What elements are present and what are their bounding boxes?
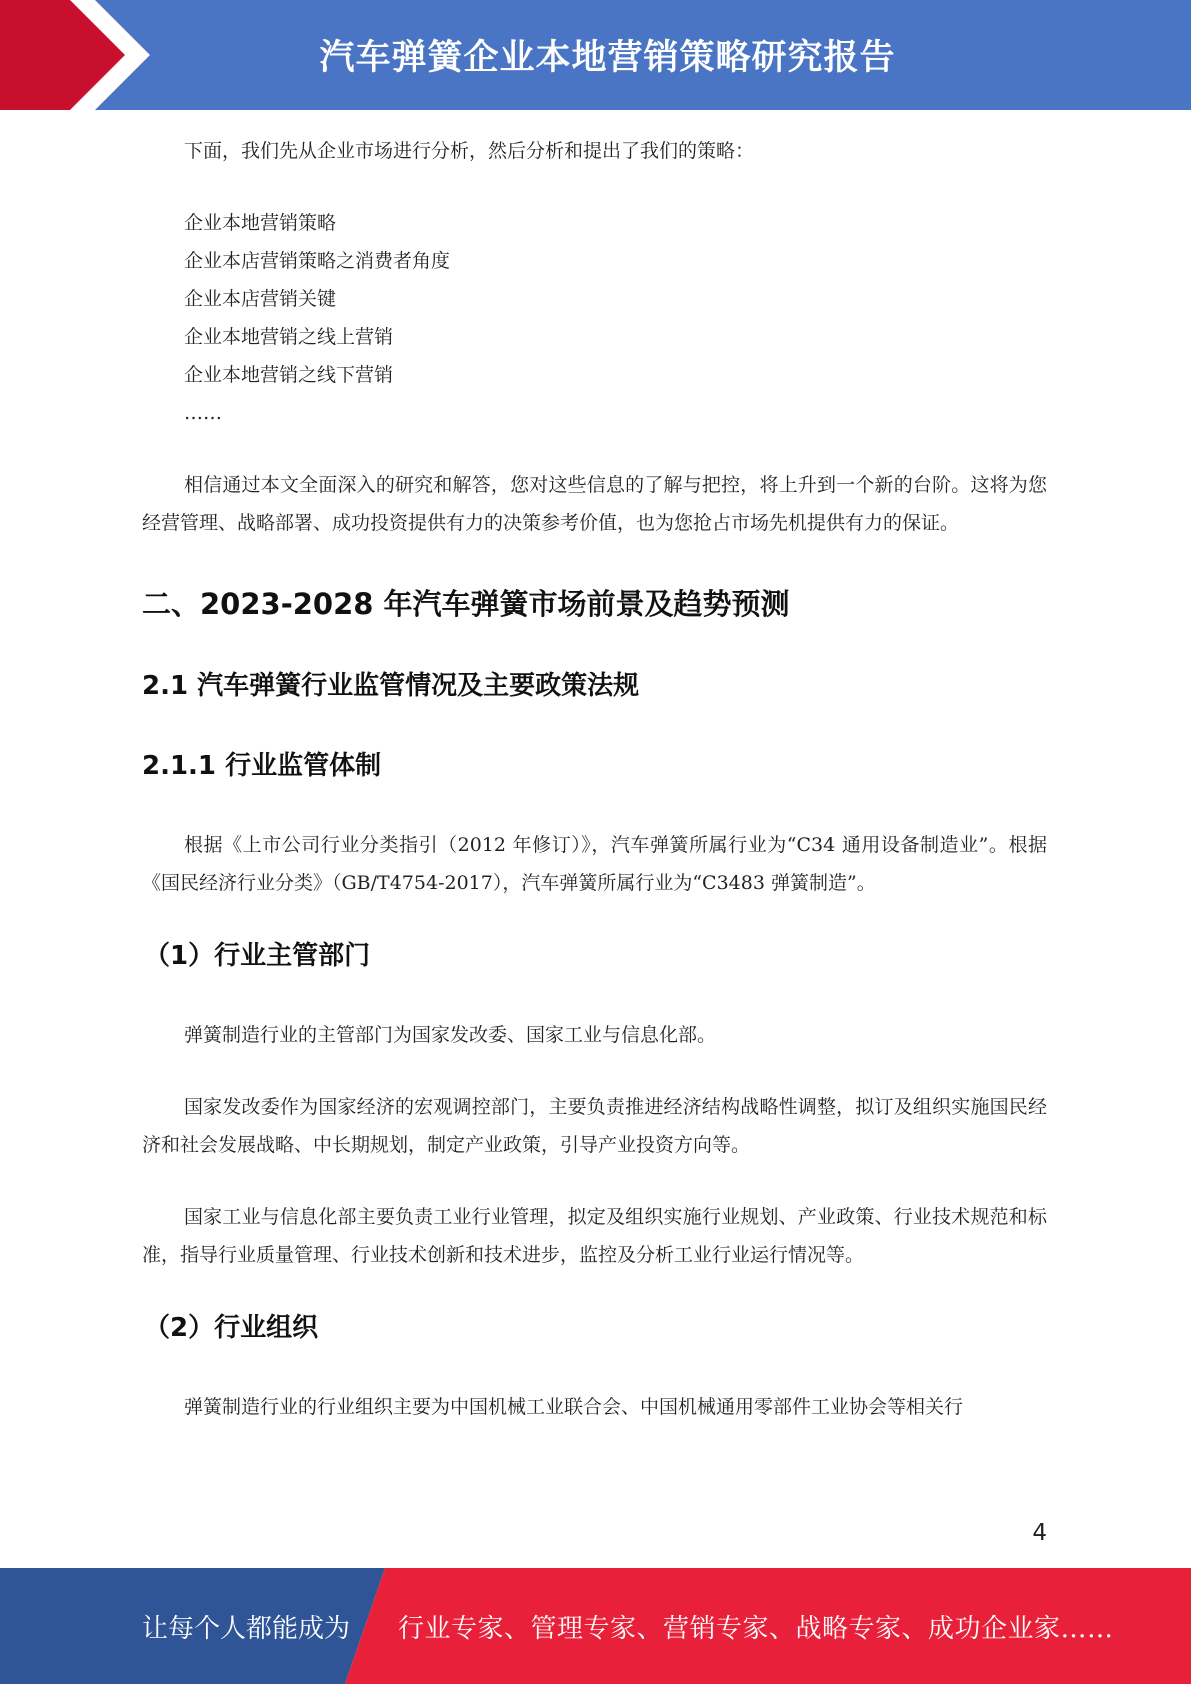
strategy-item: 企业本地营销策略 [184, 212, 337, 234]
page-footer [0, 1568, 1191, 1684]
strategy-item: 企业本店营销策略之消费者角度 [184, 250, 451, 272]
dept-paragraph: 弹簧制造行业的主管部门为国家发改委、国家工业与信息化部。 [184, 1024, 717, 1046]
strategy-item-ellipsis: …… [184, 402, 222, 424]
report-title-text: 汽车弹簧企业本地营销策略研究报告 [319, 38, 896, 78]
org-heading: （2）行业组织 [144, 1313, 319, 1343]
org-paragraph: 弹簧制造行业的行业组织主要为中国机械工业联合会、中国机械通用零部件工业协会等相关行 [184, 1396, 964, 1418]
section-heading: 二、2023-2028 年汽车弹簧市场前景及趋势预测 [142, 587, 790, 621]
page-content [142, 132, 1047, 1426]
strategy-list [142, 204, 1047, 432]
strategy-item: 企业本地营销之线上营销 [184, 326, 394, 348]
subsubsection-heading: 2.1.1 行业监管体制 [142, 751, 382, 781]
footer-slogan-right: 行业专家、管理专家、营销专家、战略专家、成功企业家…… [398, 1613, 1114, 1644]
page-number: 4 [1032, 1520, 1047, 1546]
intro-conclusion: 相信通过本文全面深入的研究和解答，您对这些信息的了解与把控，将上升到一个新的台阶。这将为您经营管理、战略部署、成功投资提供有力的决策参考价值，也为您抢占市场先机提供有力的保证。 [142, 474, 1047, 534]
intro-lead: 下面，我们先从企业市场进行分析，然后分析和提出了我们的策略： [184, 140, 755, 162]
dept-heading: （1）行业主管部门 [144, 941, 371, 971]
report-title [0, 0, 1191, 110]
dept-paragraph: 国家发改委作为国家经济的宏观调控部门，主要负责推进经济结构战略性调整，拟订及组织实施国民经济和社会发展战略、中长期规划，制定产业政策，引导产业投资方向等。 [142, 1096, 1047, 1156]
footer-slogan-left: 让每个人都能成为 [142, 1613, 351, 1644]
page-header [0, 0, 1191, 110]
strategy-item: 企业本地营销之线下营销 [184, 364, 394, 386]
regulation-paragraph: 根据《上市公司行业分类指引（2012 年修订）》，汽车弹簧所属行业为“C34 通用设备制造业”。根据《国民经济行业分类》（GB/T4754-2017），汽车弹簧所属行业为“C3483 弹簧制造”。 [142, 834, 1047, 894]
dept-paragraph: 国家工业与信息化部主要负责工业行业管理，拟定及组织实施行业规划、产业政策、行业技术规范和标准，指导行业质量管理、行业技术创新和技术进步，监控及分析工业行业运行情况等。 [142, 1206, 1047, 1266]
strategy-item: 企业本店营销关键 [184, 288, 337, 310]
subsection-heading: 2.1 汽车弹簧行业监管情况及主要政策法规 [142, 671, 640, 701]
